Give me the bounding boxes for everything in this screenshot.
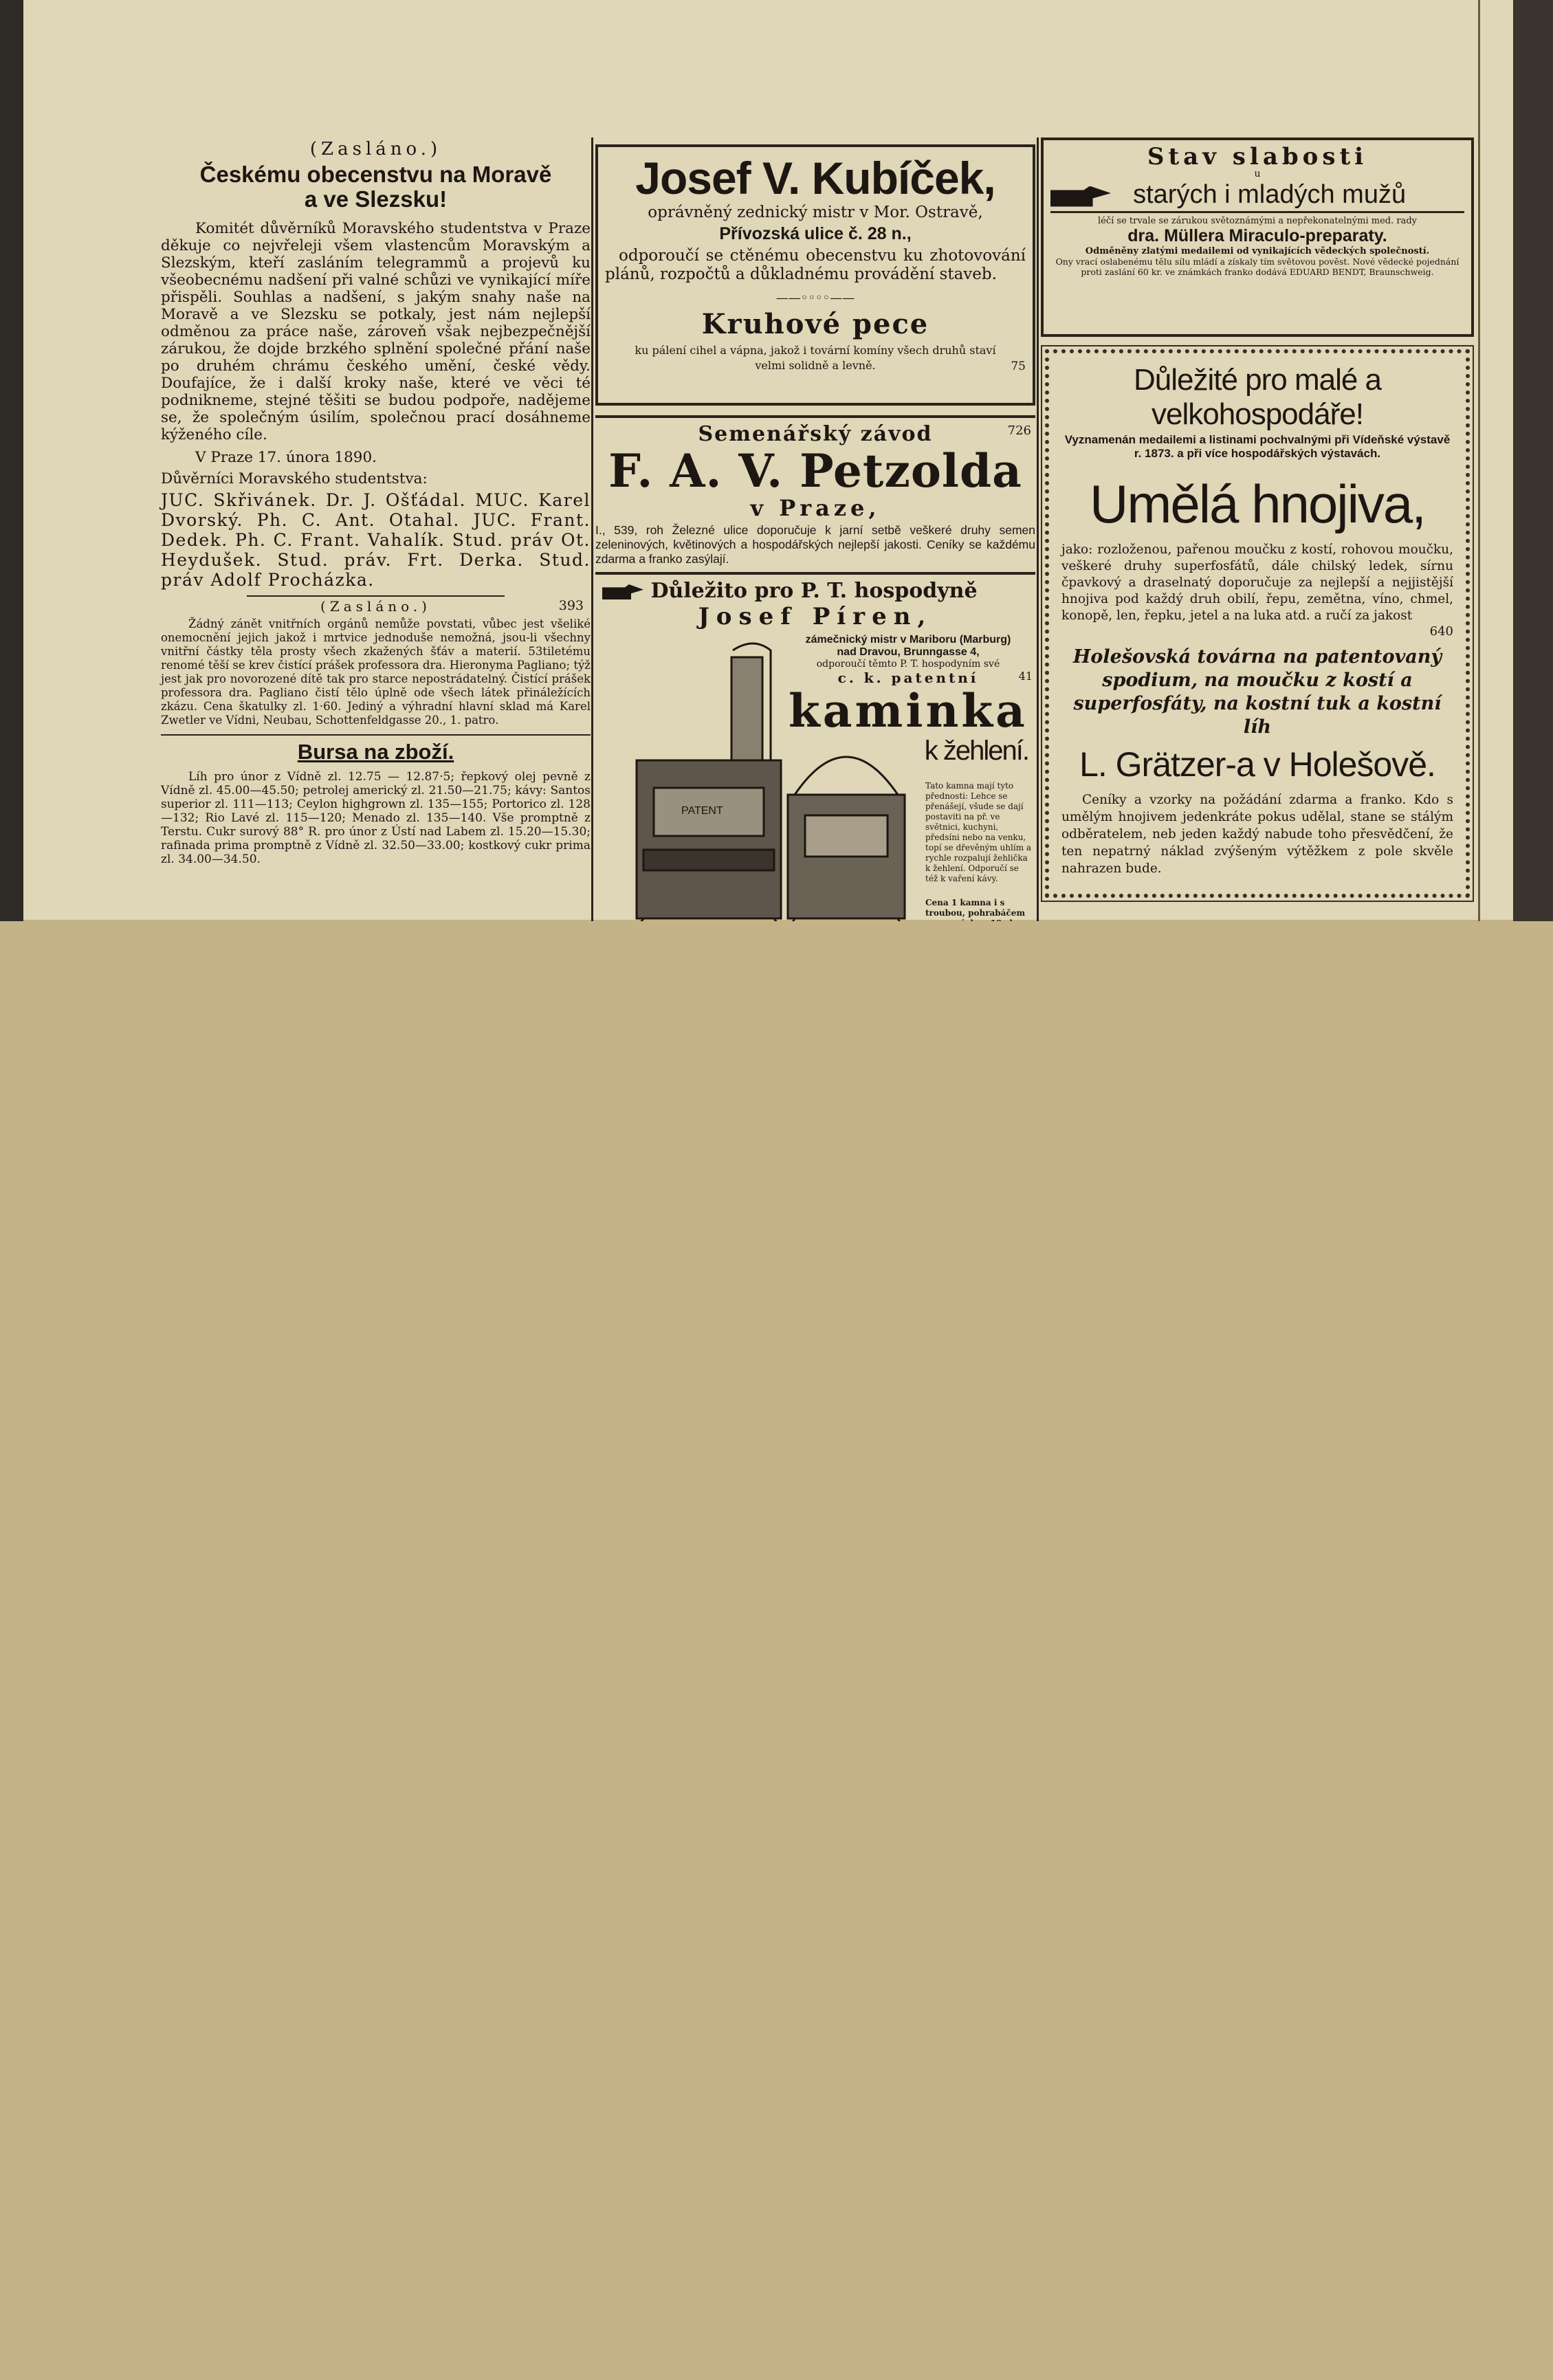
piren-line3: odporoučí těmto P. T. hospodyním své [816,659,1000,670]
divider [161,734,591,736]
pointing-hand-icon [602,584,643,599]
ad-number: 726 [1007,423,1031,438]
stav-text2: Ony vrací oslabenému tělu sílu mládí a získaly tím světovou pověst. Nové vědecké pojednání proti zaslání 60 kr. ve známkách franko dodává EDUARD BENDT, Braunschweig. [1055,256,1460,277]
piren-name: Josef Píren, [698,603,933,630]
piren-title-row [595,579,1035,603]
column-2 [595,0,1035,936]
zaslano2-label: (Zasláno.) [320,598,431,615]
article-heading-line2: a ve Slezsku! [304,186,448,212]
chimney-pipe-body [731,657,762,767]
ad-number: 640 [1429,624,1453,639]
column-rule [1037,137,1039,921]
stove-grate [643,850,774,870]
notice-text: Žádný zánět vnitřních orgánů nemůže povstati, vůbec jest všeliké onemocnění jejich jakož i mrtvice jednoduše nemožná, jsou-li všechny vnitřní částky těla prosty všech zkažených šťáv a materií. 53tiletému renomé těší se krev čistící prášek professora dra. Hieronyma Pagliano; týž jest jak pro novorozené dítě tak pro starce nepostrádatelný. Čistící prášek professora dra. Pagliano čistí tělo úplně ode všech látek přináležících zkázu. Cena škatulky zl. 1·60. Jediný a výhradní hlavní sklad má Karel Zwetler ve Vídni, Neubau, Schottenfeldgasse 20., 1. patro. [161,617,591,727]
pointing-hand-icon [1050,186,1111,207]
piren-title: Důležito pro P. T. hospodyně [650,579,978,603]
piren-ad [595,572,1035,936]
zaslano-label: (Zasláno.) [309,139,442,159]
stav-awards: Odměněny zlatými medailemi od vynikajících vědeckých společností. [1085,246,1430,256]
seed-name: F. A. V. Petzolda [608,444,1022,498]
piren-price: Cena 1 kamna i s troubou, pohrabáčem [925,898,1026,918]
gratzer-ad [1041,345,1474,902]
stav-ad [1041,137,1474,337]
piren-details [781,634,1035,767]
article-heading-line1: Českému obecenstvu na Moravě [199,162,552,187]
newspaper-page [23,0,1513,920]
seed-body: I., 539, roh Železné ulice doporučuje k jarní setbě veškeré druhy semen zeleninových, květinových a hospodářských nejlepší jakosti. Ceníky se každému zdarma a franko zasýlají. [595,523,1035,566]
seed-city: v Praze, [750,495,881,521]
piren-line4-row [781,670,1035,686]
ad-number: 393 [558,598,584,613]
column-rule [591,137,593,921]
ornament: ——◦◦◦◦—— [775,291,855,305]
stav-line: starých i mladých mužů [1133,180,1407,209]
stav-sub: u [1254,168,1261,179]
stav-title: Stav slabosti [1147,143,1368,170]
seed-label: Semenářský závod [698,422,933,446]
column-3 [1041,0,1474,902]
gratzer-body: Ceníky a vzorky na požádání zdarma a franko. Kdo s umělým hnojivem jedenkráte pokus udělal, stane se stálým odběratelem, neb jeden každý nabude toho přesvědčení, že ten nepatrný náklad zvýšeným výtěžkem z pole skvěle nahrazen bude. [1061,793,1453,876]
kaminka-title: kaminka [789,684,1028,738]
kubicek-ad [595,144,1035,406]
zaslano2-row [161,598,591,615]
article-date: V Praze 17. února 1890. [195,449,377,466]
piren-line2: nad Dravou, Brunngasse 4, [837,646,980,658]
kubicek-line1: oprávněný zednický mistr v Mor. Ostravě, [648,203,983,221]
scan-binding-line [1478,0,1480,921]
stove-right-door [805,815,888,857]
petzold-ad [595,415,1035,566]
notice-sub: Vyznamenán medailemi a listinami pochvalnými při Vídeňské výstavě r. 1873. a při více hospodářských výstavách. [1064,433,1451,460]
holesov-text: Holešovská továrna na patentovaný spodium, na moučku z kostí a superfosfáty, na kostní tuk a kostní líh [1072,646,1442,738]
article-body: Komitét důvěrníků Moravského studentstva v Praze děkuje co nejvřeleji všem vlastencům Moravským a Slezským, kteří zasláním telegrammů a projevů ku všeobecnému nadšení při valné schůzi ve vynikající míře přispěli. Souhlas a nadšení, s jakým snahy naše na Moravě a ve Slezsku se potkaly, jest nám nejlepší odměnou za práce naše, zároveň však nejbezpečnější zárukou, že dojde brzkého splnění společné přání naše po druhém chrámu českého umění, české vědy. Doufajíce, že i další kroky naše, které ve věci té podnikneme, stejné těšiti se budou podpoře, nadějeme se, že společným úsilím, společnou prací dosáhneme kýženého cíle. [161,220,591,443]
ad-number: 75 [1011,360,1026,373]
umela-body: jako: rozloženou, pařenou moučku z kostí, rohovou moučku, veškeré druhy superfosfátů, dále chilský ledek, sírnu čpavkový a draselnatý doporučuje za nejlepší a nejjistější hnojiva pod každý druh obilí, řepu, zemětna, víno, chmel, konopě, len, řepku, jetel a na luka atd. a ručí za jakost [1061,542,1453,623]
stove-body-left [637,760,781,918]
gratzer-content [1061,363,1453,877]
kruhove-body: ku pálení cihel a vápna, jakož i tovární komíny všech druhů staví velmi solidně a levně. [635,344,996,372]
stove-label: PATENT [681,805,723,817]
piren-line4: c. k. patentní [837,670,979,686]
column-1 [161,0,591,866]
gratzer-name: L. Grätzer-a v Holešově. [1079,745,1435,784]
stav-name: dra. Müllera Miraculo-preparaty. [1127,226,1387,245]
kruhove-title: Kruhové pece [701,308,929,340]
piren-side: Tato kamna mají tyto přednosti: Lehce se přenášejí, všude se dají postaviti na př. ve světnici, kuchyni, předsíni nebo na venku, topí se dřevěným uhlím a rychle rozpalují žehlička k žehlení. Odporučí se též k vaření kávy. [925,781,1032,883]
stav-line-row [1050,179,1464,213]
bursa-text: Líh pro únor z Vídně zl. 12.75 — 12.87·5; řepkový olej pevně z Vídně zl. 45.00—45.50; petrolej americký zl. 21.50—21.75; kávy: Santos superior zl. 111—113; Ceylon highgrown zl. 135—155; Portorico zl. 128—132; Rio Lavé zl. 115—120; Menado zl. 135—140. Vše promptně z Terstu. Cukr surový 88° R. pro únor z Ústí nad Labem zl. 15.20—15.30; rafinada prima promptně z Vídně zl. 32.50—33.00; kostkový cukr prima zl. 34.00—34.50. [161,770,591,866]
notice-title: Důležité pro malé a velkohospodáře! [1133,363,1382,431]
signatories-heading: Důvěrníci Moravského studentstva: [161,470,428,487]
stav-text1: léčí se trvale se zárukou světoznámými a nepřekonatelnými med. rady [1097,216,1417,226]
blank-lower-area [0,921,1553,2380]
signatories: JUC. Skřivánek. Dr. J. Ošťádal. MUC. Karel Dvorský. Ph. C. Ant. Otahal. JUC. Frant. Dedek. Ph. C. Frant. Vahalík. Stud. práv Ot. Heydušek. Stud. práv. Frt. Derka. Stud. práv Adolf Procházka. [161,490,591,590]
ad-number: 41 [1018,670,1033,683]
scan-edge-right [1513,0,1553,921]
bursa-title: Bursa na zboží. [297,740,454,764]
divider [247,595,505,597]
kubicek-body: odporoučí se ctěnému obecenstvu ku zhotovování plánů, rozpočtů a důkladnému provádění staveb. [605,247,1026,283]
scan-edge-left [0,0,23,921]
k-zehleni: k žehlení. [924,736,1028,766]
kruhove-body-row [605,343,1026,373]
umela-title: Umělá hnojiva, [1090,474,1425,534]
kubicek-name: Josef V. Kubíček, [635,153,995,203]
kubicek-line2: Přívozská ulice č. 28 n., [719,224,912,243]
piren-line1: zámečnický mistr v Mariboru (Marburg) [805,634,1011,646]
